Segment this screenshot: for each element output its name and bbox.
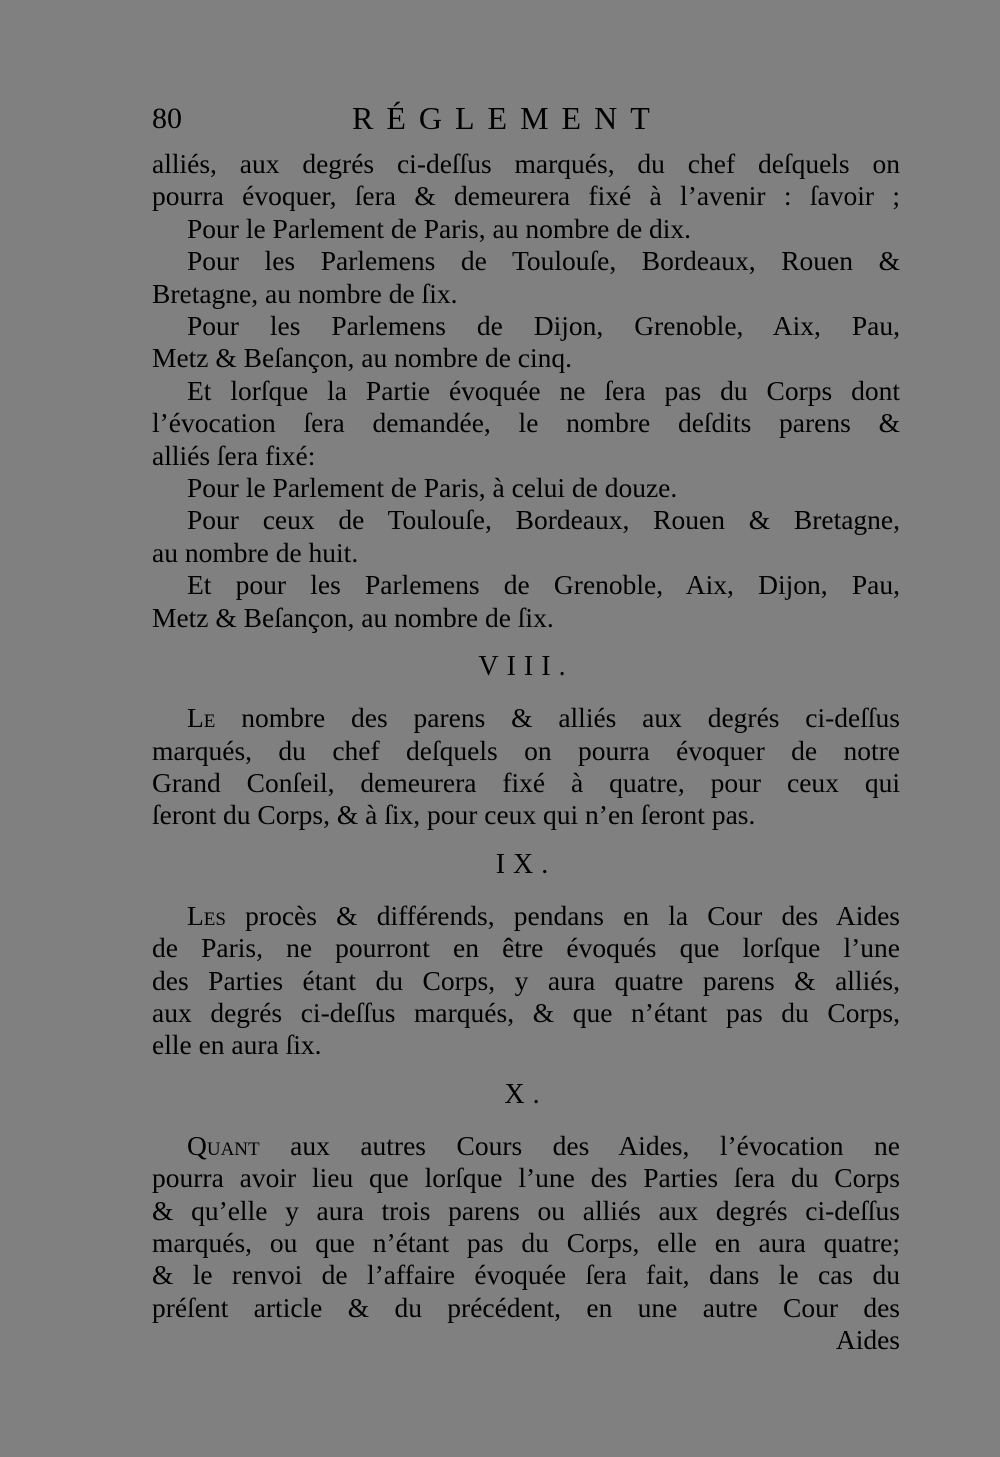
text-line: préſent article & du précédent, en une autre Cour des bbox=[152, 1291, 900, 1323]
text-line: Metz & Beſançon, au nombre de ſix. bbox=[152, 601, 554, 633]
text-line: Grand Conſeil, demeurera fixé à quatre, pour ceux qui bbox=[152, 766, 900, 798]
line-rest: procès & différends, pendans en la Cour des Aides bbox=[225, 899, 900, 931]
text-line: elle en aura ſix. bbox=[152, 1029, 322, 1061]
text-line: marqués, du chef deſquels on pourra évoquer de notre bbox=[152, 734, 900, 766]
text-line: Et lorſque la Partie évoquée ne ſera pas du Corps dont bbox=[187, 374, 900, 406]
text-line: alliés ſera fixé: bbox=[152, 439, 316, 471]
line-rest: aux autres Cours des Aides, l’évocation ne bbox=[259, 1129, 900, 1161]
text-line: pourra avoir lieu que lorſque l’une des Parties ſera du Corps bbox=[152, 1162, 900, 1194]
text-line: au nombre de huit. bbox=[152, 536, 359, 568]
text-line: Pour ceux de Toulouſe, Bordeaux, Rouen & Bretagne, bbox=[187, 504, 900, 536]
catchword: Aides bbox=[835, 1324, 900, 1356]
text-line bbox=[152, 900, 900, 932]
text-line: alliés, aux degrés ci-deſſus marqués, du chef deſquels on bbox=[152, 148, 900, 179]
text-line: marqués, ou que n’étant pas du Corps, elle en aura quatre; bbox=[152, 1226, 900, 1258]
text-line: pourra évoquer, ſera & demeurera fixé à l’avenir : ſavoir ; bbox=[152, 180, 900, 212]
text-line: Pour le Parlement de Paris, au nombre de dix. bbox=[187, 212, 692, 244]
section-heading-x: X. bbox=[504, 1078, 548, 1110]
text-line bbox=[152, 702, 900, 734]
text-line: Pour les Parlemens de Dijon, Grenoble, Aix, Pau, bbox=[187, 310, 900, 342]
text-line: ſeront du Corps, & à ſix, pour ceux qui n’en ſeront pas. bbox=[152, 799, 756, 831]
section-heading-ix: IX. bbox=[495, 848, 557, 880]
lead-word: Les bbox=[187, 899, 226, 931]
text-line: & le renvoi de l’affaire évoquée ſera fait, dans le cas du bbox=[152, 1259, 900, 1291]
lead-word: Quant bbox=[187, 1129, 260, 1161]
page-number: 80 bbox=[152, 102, 182, 135]
lead-word: Le bbox=[187, 702, 216, 734]
running-head: RÉGLEMENT bbox=[352, 100, 663, 136]
text-line: aux degrés ci-deſſus marqués, & que n’étant pas du Corps, bbox=[152, 996, 900, 1028]
text-line bbox=[152, 1130, 900, 1162]
text-line: l’évocation ſera demandée, le nombre deſdits parens & bbox=[152, 407, 900, 439]
body-text bbox=[152, 148, 900, 1357]
text-line: de Paris, ne pourront en être évoqués que lorſque l’une bbox=[152, 932, 900, 964]
text-line: des Parties étant du Corps, y aura quatre parens & alliés, bbox=[152, 964, 900, 996]
text-line: Et pour les Parlemens de Grenoble, Aix, Dijon, Pau, bbox=[187, 569, 900, 601]
text-line: Pour les Parlemens de Toulouſe, Bordeaux, Rouen & bbox=[187, 245, 900, 277]
line-rest: nombre des parens & alliés aux degrés ci-deſſus bbox=[215, 702, 900, 734]
text-line: Pour le Parlement de Paris, à celui de douze. bbox=[187, 472, 678, 504]
text-line: Bretagne, au nombre de ſix. bbox=[152, 277, 458, 309]
text-line: & qu’elle y aura trois parens ou alliés aux degrés ci-deſſus bbox=[152, 1194, 900, 1226]
section-heading-viii: VIII. bbox=[478, 651, 574, 683]
text-line: Metz & Beſançon, au nombre de cinq. bbox=[152, 342, 573, 374]
page-header bbox=[152, 100, 897, 140]
